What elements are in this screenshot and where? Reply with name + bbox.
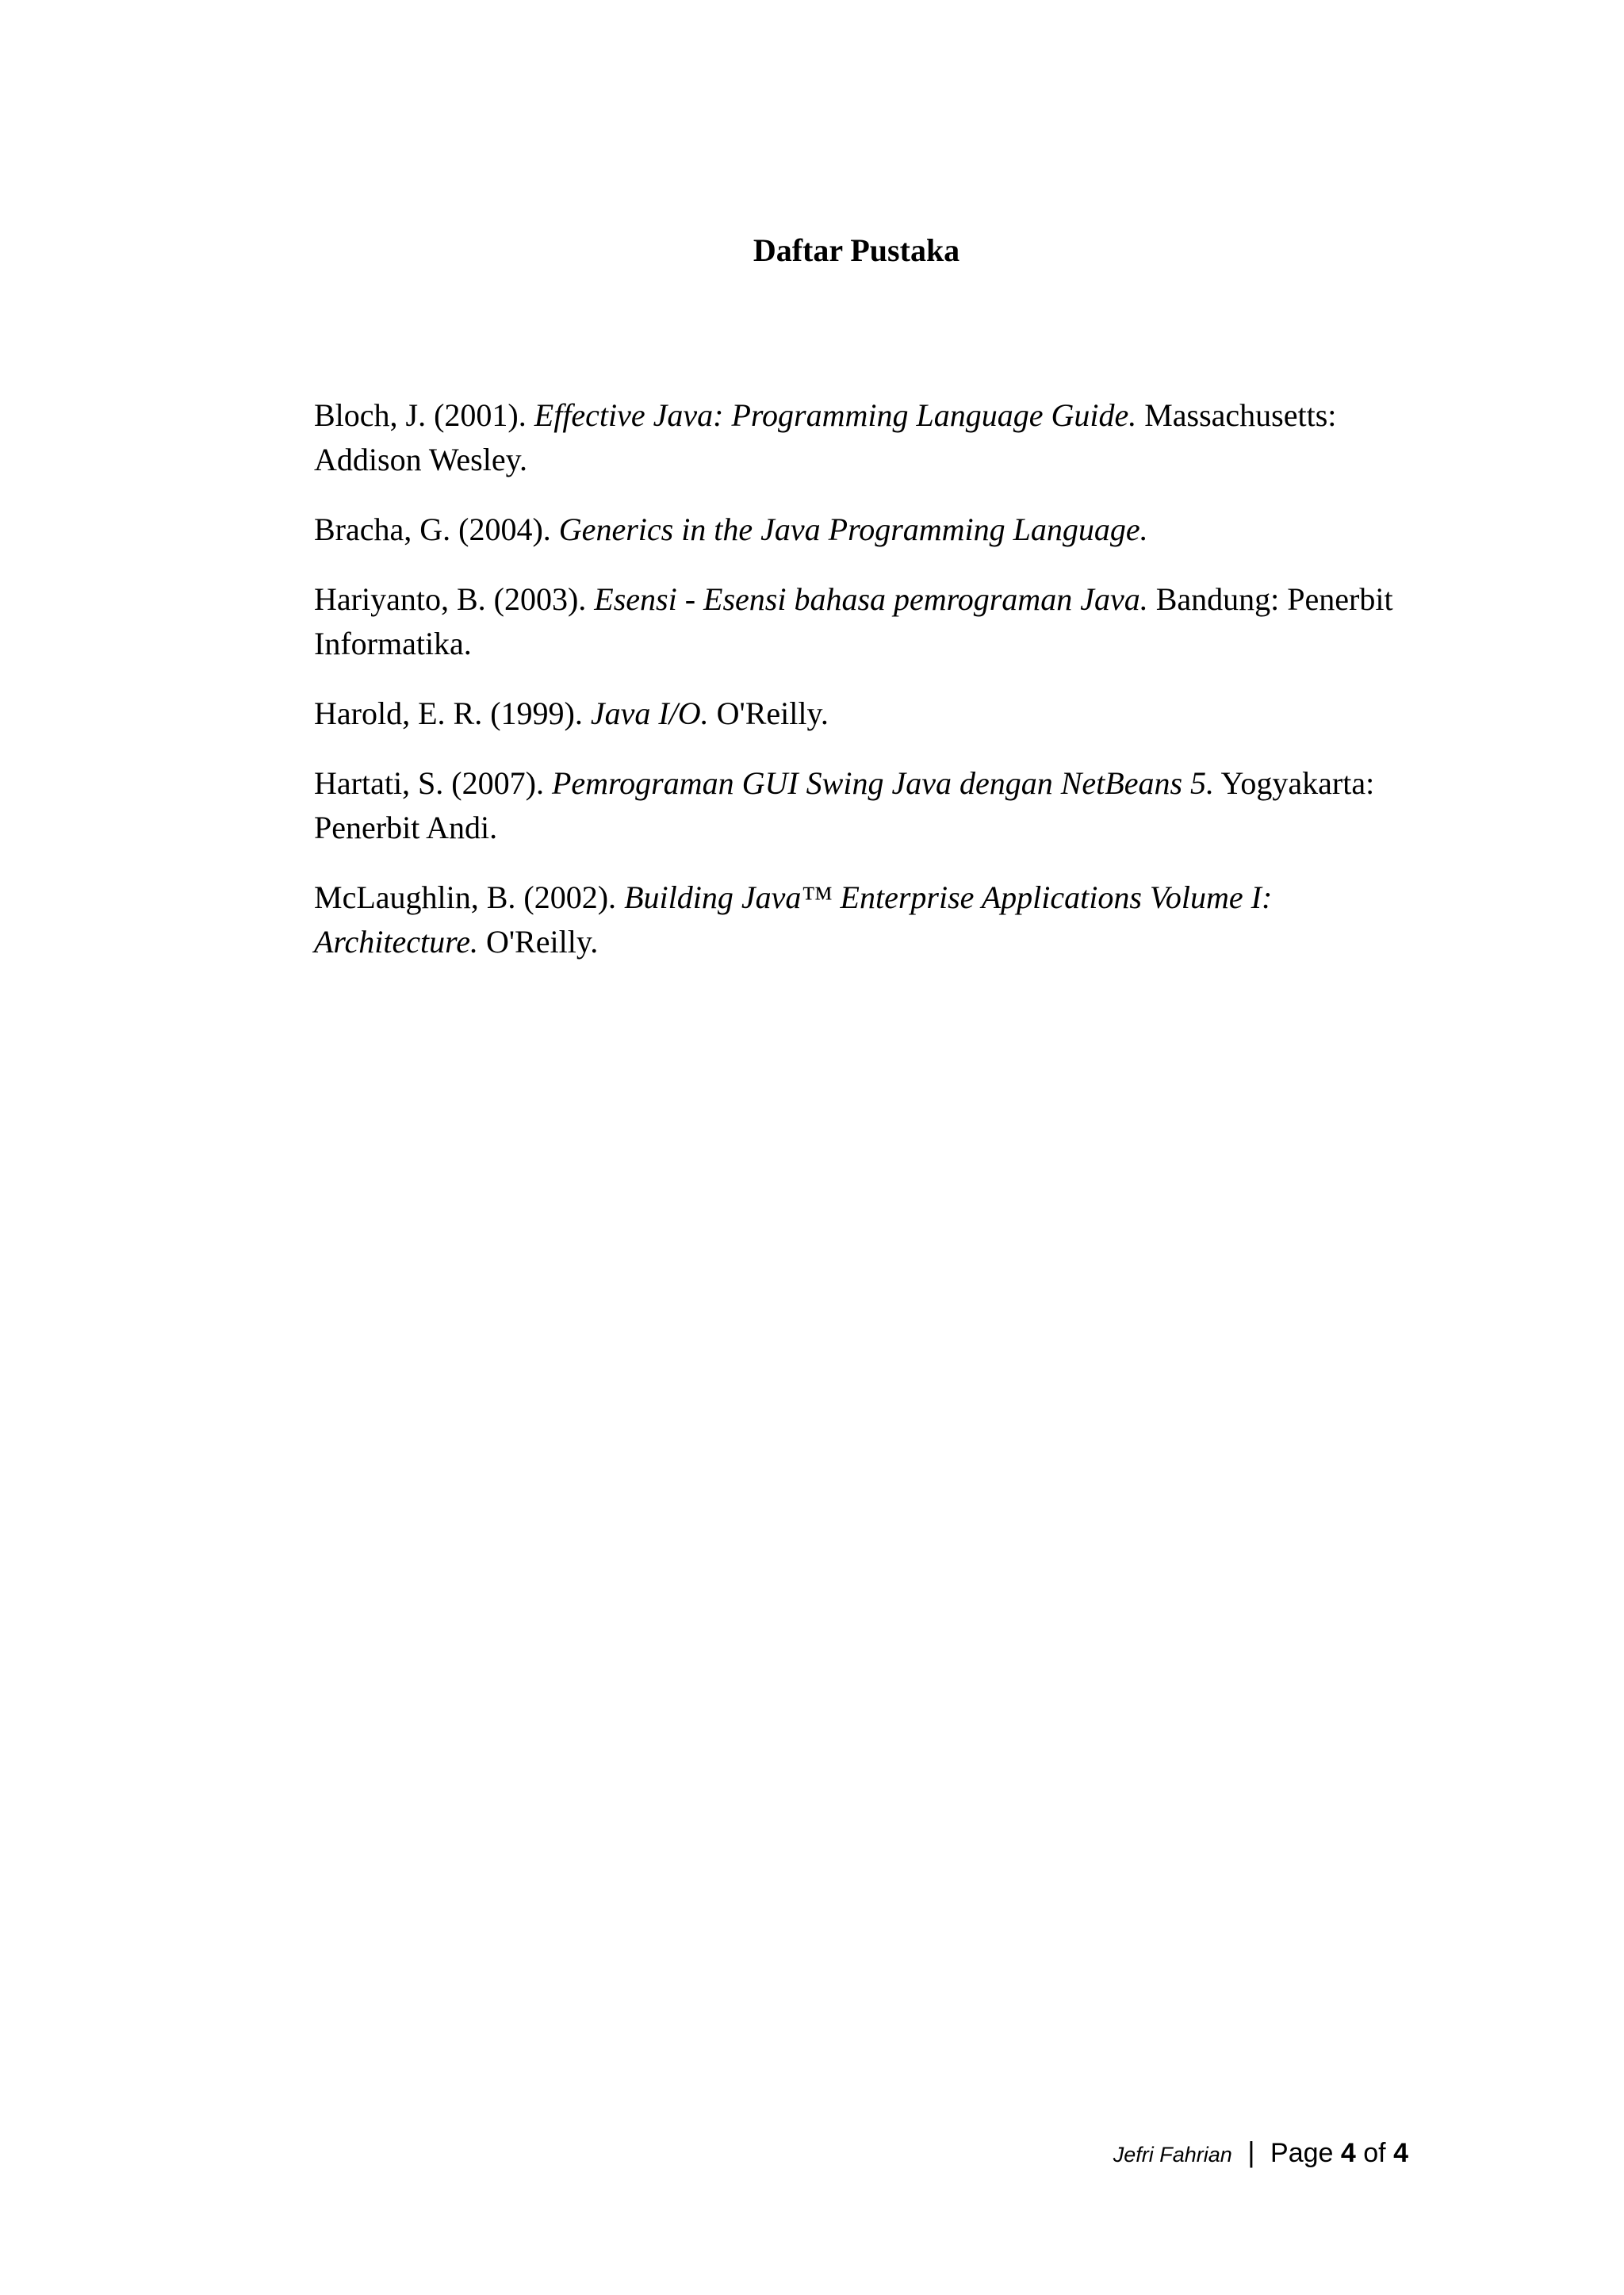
reference-title: Effective Java: Programming Language Guide.: [534, 397, 1137, 433]
footer-author: Jefri Fahrian: [1113, 2143, 1232, 2167]
footer-separator: |: [1247, 2136, 1255, 2168]
footer-page-total: 4: [1393, 2138, 1408, 2168]
reference-item: [314, 393, 1405, 482]
reference-title: Esensi - Esensi bahasa pemrograman Java.: [594, 581, 1148, 617]
reference-publisher: Massachusetts: Addison Wesley.: [314, 397, 1337, 477]
reference-author-year: Bloch, J. (2001).: [314, 397, 534, 433]
reference-list: [314, 393, 1405, 990]
reference-publisher: O'Reilly.: [477, 924, 599, 960]
reference-title: Java I/O.: [590, 695, 709, 731]
reference-author-year: Harold, E. R. (1999).: [314, 695, 591, 731]
reference-author-year: Hartati, S. (2007).: [314, 765, 552, 801]
reference-item: [314, 508, 1405, 552]
reference-item: [314, 761, 1405, 850]
footer-page-current: 4: [1340, 2138, 1356, 2168]
page-title: Daftar Pustaka: [753, 232, 960, 268]
reference-title: Building Java™ Enterprise Applications Volume I: Architecture.: [314, 879, 1273, 960]
reference-author-year: McLaughlin, B. (2002).: [314, 879, 625, 915]
reference-title: Pemrograman GUI Swing Java dengan NetBeans 5.: [551, 765, 1215, 801]
reference-title: Generics in the Java Programming Language.: [558, 511, 1148, 547]
reference-item: [314, 875, 1405, 964]
reference-publisher: O'Reilly.: [708, 695, 829, 731]
reference-author-year: Hariyanto, B. (2003).: [314, 581, 595, 617]
reference-item: [314, 692, 1405, 736]
reference-publisher: Bandung: Penerbit Informatika.: [314, 581, 1393, 661]
reference-publisher: Yogyakarta: Penerbit Andi.: [314, 765, 1375, 845]
footer-of-label: of: [1363, 2138, 1386, 2168]
reference-item: [314, 577, 1405, 666]
page-footer: [1113, 2133, 1408, 2174]
footer-page-label: Page: [1270, 2138, 1334, 2168]
reference-author-year: Bracha, G. (2004).: [314, 511, 559, 547]
